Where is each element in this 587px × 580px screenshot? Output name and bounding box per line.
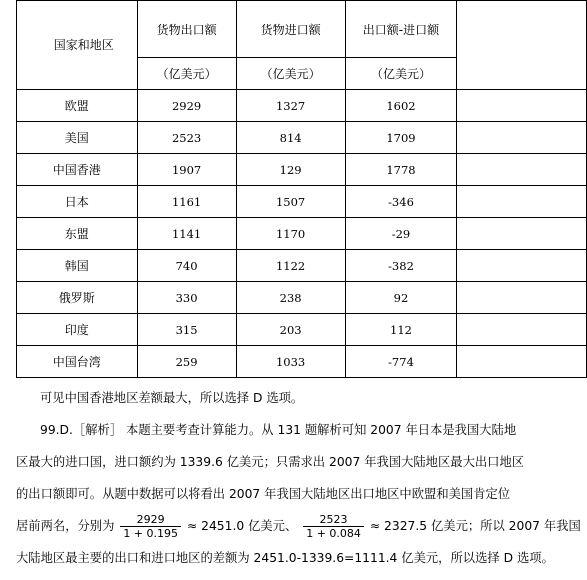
row-diff: 1778 [345,154,457,186]
row-blank [457,122,587,154]
blank-column-header [457,1,587,90]
row-diff: 112 [345,314,457,346]
table-row [17,122,587,154]
table-row [17,346,587,378]
row-diff: -29 [345,218,457,250]
row-diff: 1602 [345,90,457,122]
row-import: 1327 [236,90,345,122]
row-export: 1141 [137,218,236,250]
row-diff: 1709 [345,122,457,154]
row-blank [457,186,587,218]
header-import: 货物进口额 [236,1,345,58]
row-import: 1507 [236,186,345,218]
analysis-line-2: 区最大的进口国，进口额约为 1339.6 亿美元；只需求出 2007 年我国大陆地区最大出口地区 [16,455,525,469]
row-diff: -382 [345,250,457,282]
formula-result-2: ≈ 2327.5 亿美元；所以 2007 年我国 [369,519,581,533]
row-diff: 92 [345,282,457,314]
row-blank [457,250,587,282]
row-country: 中国台湾 [17,346,138,378]
row-import: 1122 [236,250,345,282]
row-country: 美国 [17,122,138,154]
conclusion-line: 可见中国香港地区差额最大，所以选择 D 选项。 [40,391,304,405]
table-row [17,154,587,186]
fraction-2-denominator: 1 + 0.084 [306,527,361,540]
row-diff: -346 [345,186,457,218]
analysis-line-4 [16,511,581,541]
fraction-1 [120,513,181,540]
fraction-1-numerator: 2929 [120,513,181,527]
analysis-line-1: 99.D.［解析］ 本题主要考查计算能力。从 131 题解析可知 2007 年日本是我国大陆地 [40,423,517,437]
row-export: 2929 [137,90,236,122]
row-diff: -774 [345,346,457,378]
formula-intro: 居前两名，分别为 [16,519,115,533]
row-import: 203 [236,314,345,346]
unit-export: （亿美元） [137,58,236,90]
row-blank [457,90,587,122]
row-export: 315 [137,314,236,346]
trade-table [16,0,587,378]
row-country: 日本 [17,186,138,218]
row-country: 韩国 [17,250,138,282]
row-blank [457,218,587,250]
table-row [17,314,587,346]
row-blank [457,314,587,346]
table-row [17,90,587,122]
fraction-2-numerator: 2523 [303,513,364,527]
row-import: 814 [236,122,345,154]
row-country: 俄罗斯 [17,282,138,314]
row-export: 259 [137,346,236,378]
formula-result-1: ≈ 2451.0 亿美元、 [186,519,298,533]
unit-diff: （亿美元） [345,58,457,90]
table-row [17,250,587,282]
row-country: 印度 [17,314,138,346]
row-export: 2523 [137,122,236,154]
row-import: 238 [236,282,345,314]
row-export: 1161 [137,186,236,218]
header-export: 货物出口额 [137,1,236,58]
analysis-line-5: 大陆地区最主要的出口和进口地区的差额为 2451.0-1339.6=1111.4 亿美元，所以选择 D 选项。 [16,551,554,565]
unit-import: （亿美元） [236,58,345,90]
row-country: 中国香港 [17,154,138,186]
row-import: 1033 [236,346,345,378]
row-blank [457,346,587,378]
row-export: 1907 [137,154,236,186]
table-row [17,186,587,218]
fraction-2 [303,513,364,540]
header-diff: 出口额-进口额 [345,1,457,58]
header-country-label: 国家和地区 [53,37,114,52]
row-country: 欧盟 [17,90,138,122]
row-export: 740 [137,250,236,282]
row-country: 东盟 [17,218,138,250]
row-export: 330 [137,282,236,314]
header-country [17,1,138,90]
table-row [17,282,587,314]
row-blank [457,282,587,314]
row-import: 129 [236,154,345,186]
row-import: 1170 [236,218,345,250]
row-blank [457,154,587,186]
table-row [17,218,587,250]
fraction-1-denominator: 1 + 0.195 [123,527,179,540]
analysis-line-3: 的出口额即可。从题中数据可以将看出 2007 年我国大陆地区出口地区中欧盟和美国肯定位 [16,487,511,501]
